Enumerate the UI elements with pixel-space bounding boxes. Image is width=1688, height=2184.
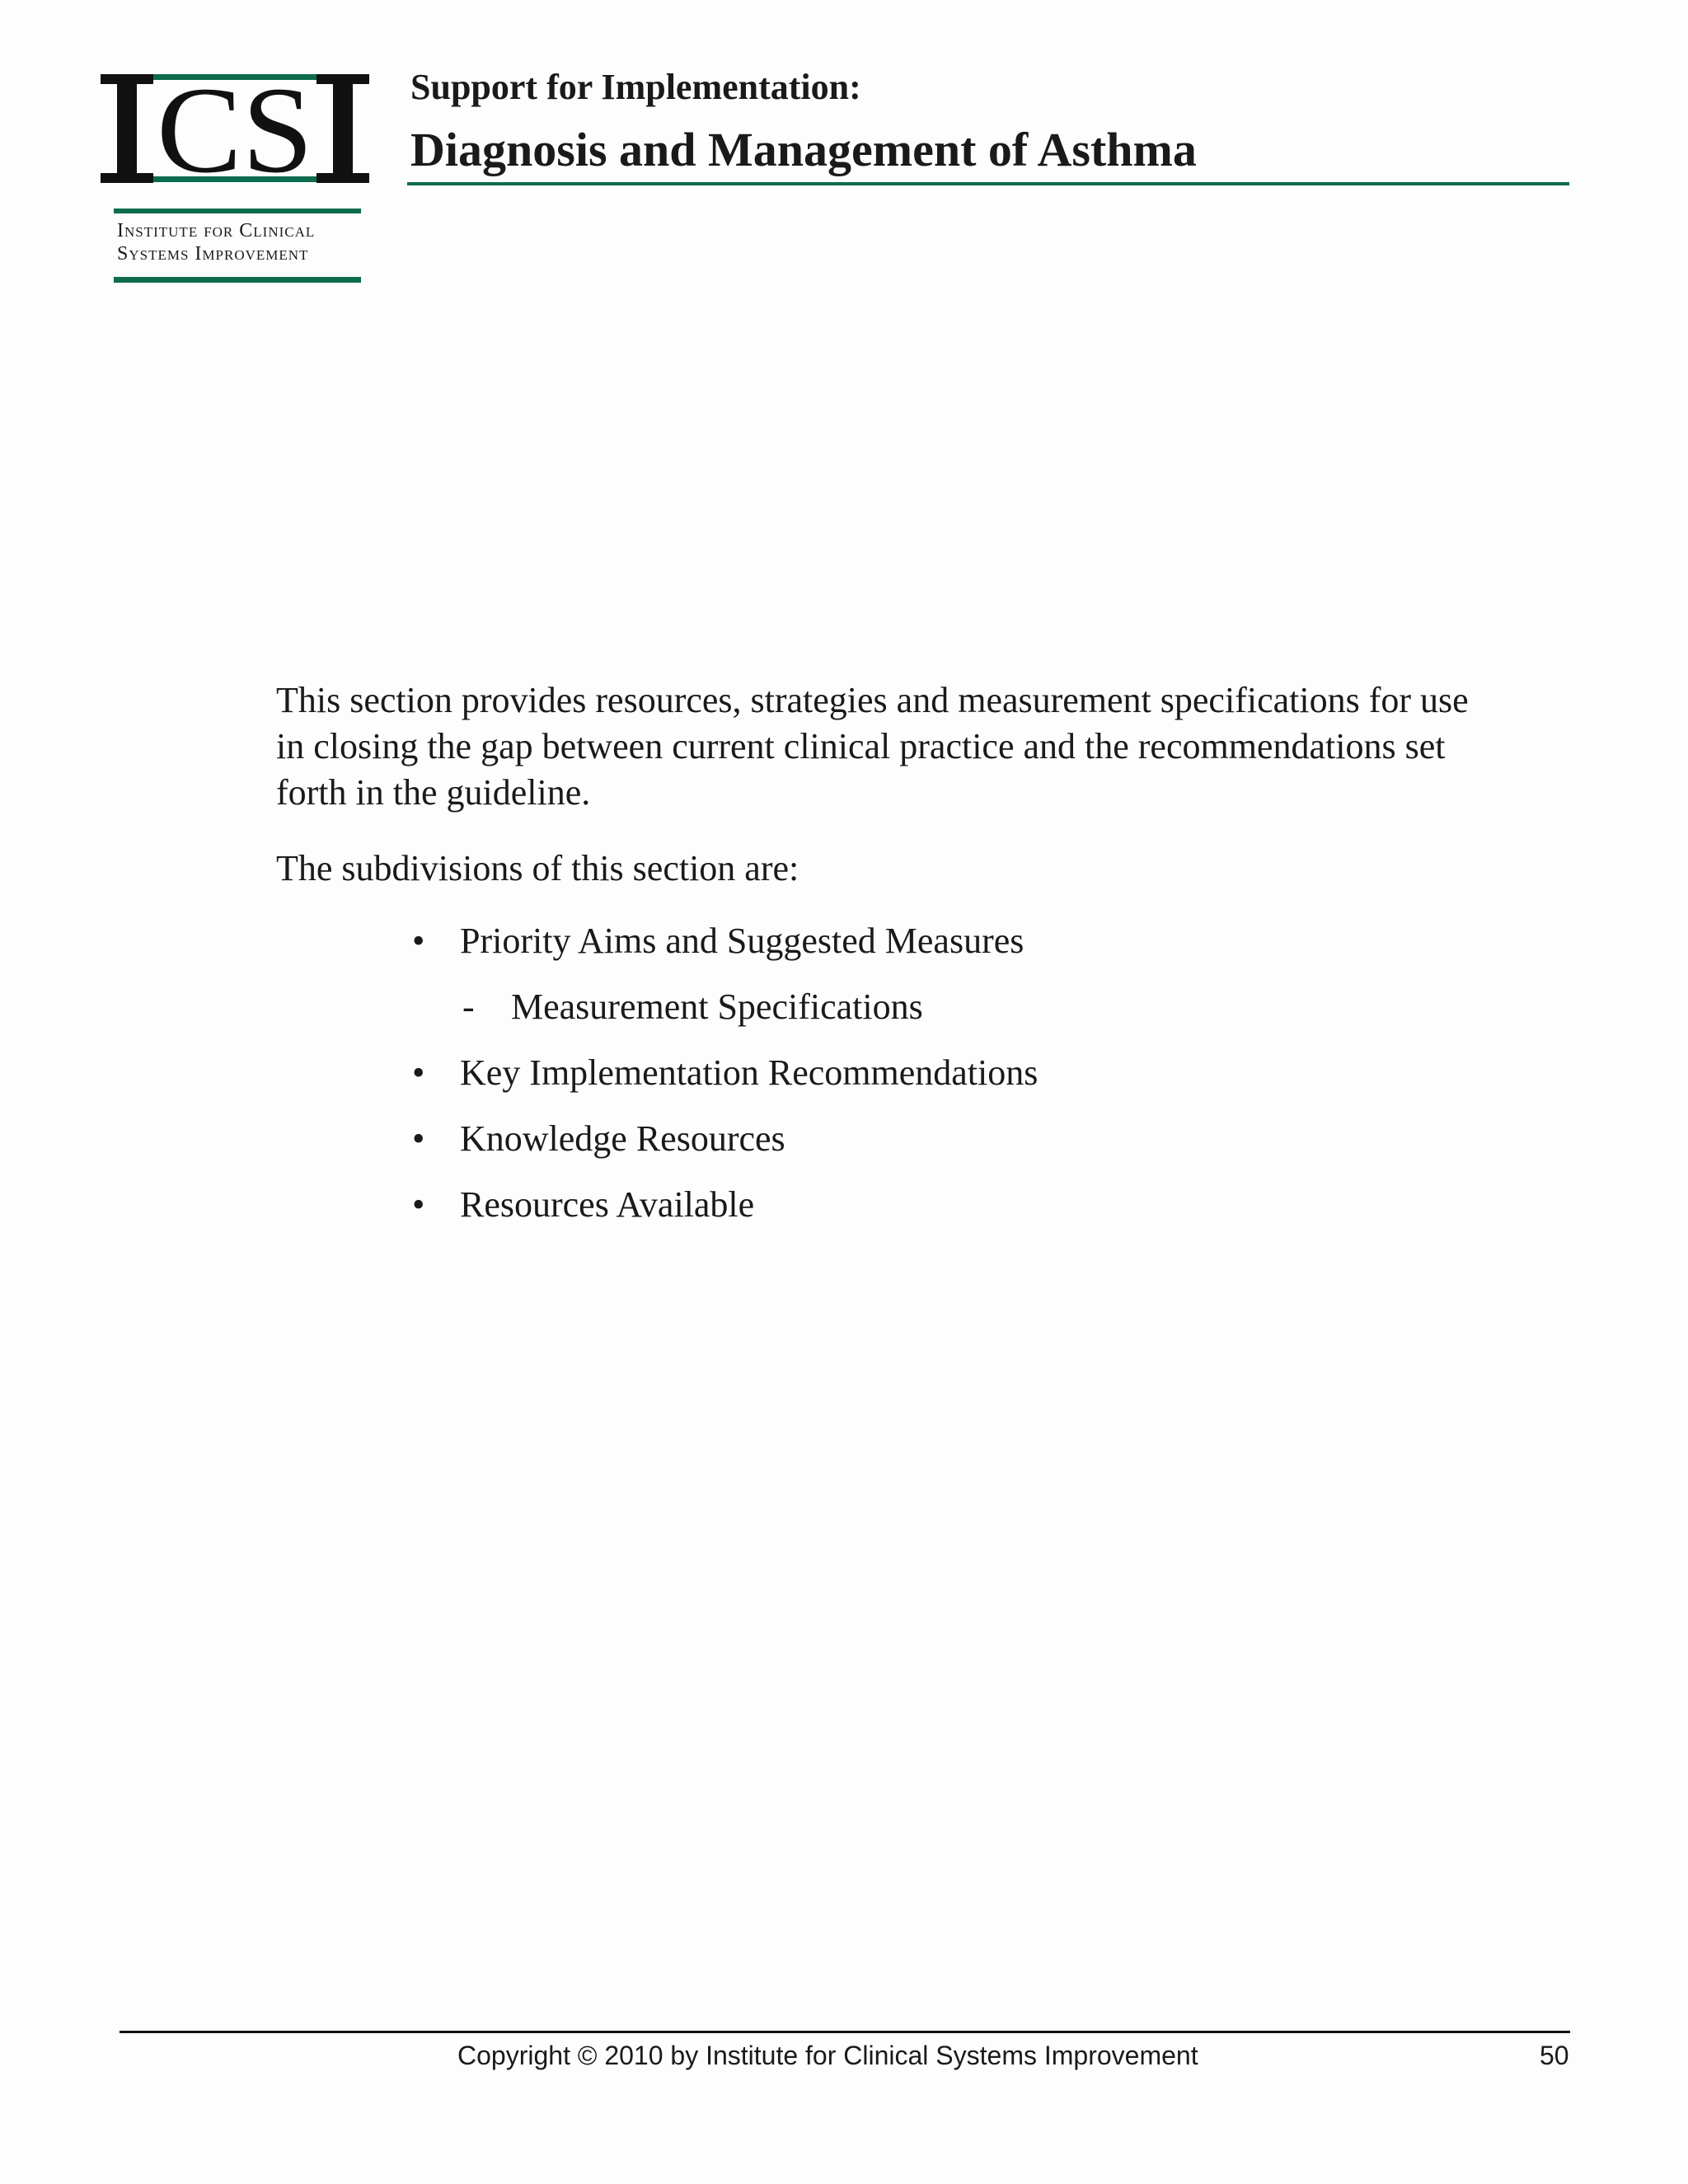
page-number: 50 <box>1540 2041 1569 2070</box>
bullet-marker: • <box>412 921 425 961</box>
header-rule <box>407 182 1569 185</box>
page-title: Diagnosis and Management of Asthma <box>410 123 1197 176</box>
bullet-marker: • <box>412 1184 425 1225</box>
list-item-text: Measurement Specifications <box>511 987 923 1027</box>
list-item-text: Priority Aims and Suggested Measures <box>460 921 1025 961</box>
icsi-logo <box>101 71 373 285</box>
logo-tagline-line1: Institute for Clinical <box>117 220 316 241</box>
footer-rule <box>120 2031 1570 2033</box>
subdivisions-heading: The subdivisions of this section are: <box>276 848 799 888</box>
list-item-text: Knowledge Resources <box>460 1118 785 1159</box>
header-kicker: Support for Implementation: <box>410 67 861 107</box>
bullet-marker: • <box>412 1118 425 1159</box>
svg-text:CS: CS <box>157 71 313 186</box>
logo-rule-top <box>114 209 361 213</box>
list-item-text: Resources Available <box>460 1184 755 1225</box>
logo-tagline-line2: Systems Improvement <box>117 243 309 265</box>
dash-marker: - <box>462 987 475 1027</box>
bullet-marker: • <box>412 1052 425 1093</box>
list-item-text: Key Implementation Recommendations <box>460 1052 1039 1093</box>
intro-paragraph: This section provides resources, strategies and measurement specifications for use in closing the gap between current clinical practice and the recommendations set forth in the guideline. <box>276 680 1469 813</box>
footer-copyright: Copyright © 2010 by Institute for Clinical Systems Improvement <box>457 2041 1198 2070</box>
logo-rule-bottom <box>114 277 361 283</box>
logo-tagline <box>117 219 373 265</box>
icsi-logo-mark <box>101 71 369 186</box>
